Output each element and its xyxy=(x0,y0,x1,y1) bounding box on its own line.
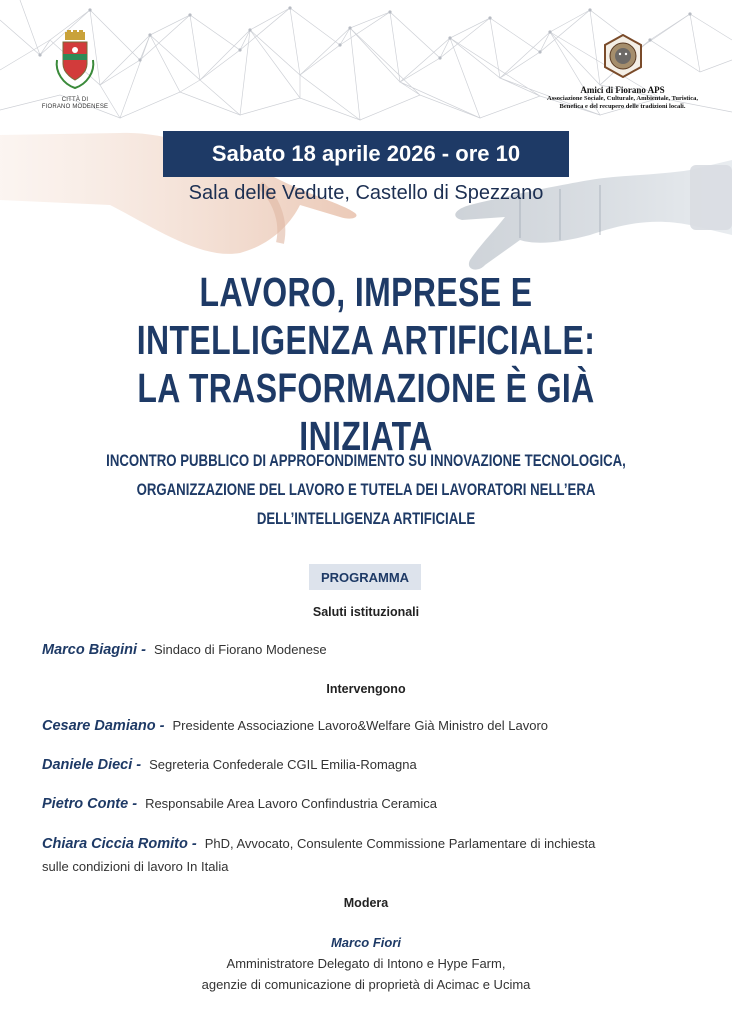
title-line1: LAVORO, IMPRESE E xyxy=(199,269,533,315)
city-name: FIORANO MODENESE xyxy=(41,104,109,110)
greeter-name: Marco Biagini - xyxy=(42,642,146,658)
moderator-heading: Modera xyxy=(343,896,389,910)
association-description-line1: Associazione Sociale, Culturale, Ambientale, Turistica, xyxy=(547,95,698,102)
speaker-entry xyxy=(42,796,437,812)
event-venue: Sala delle Vedute, Castello di Spezzano xyxy=(188,182,544,204)
event-date-banner: Sabato 18 aprile 2026 - ore 10 xyxy=(163,131,569,177)
speaker-name: Pietro Conte - xyxy=(42,796,138,812)
speakers-heading: Intervengono xyxy=(326,682,406,696)
speaker-role: Segreteria Confederale CGIL Emilia-Romagna xyxy=(149,757,417,772)
association-name: Amici di Fiorano APS xyxy=(580,85,665,95)
crest-icon xyxy=(53,30,97,92)
speaker-name: Cesare Damiano - xyxy=(42,718,165,734)
association-logo xyxy=(535,34,710,111)
speaker-role-continued: sulle condizioni di lavoro In Italia xyxy=(42,859,229,874)
greeter-role: Sindaco di Fiorano Modenese xyxy=(153,642,327,657)
association-seal-icon xyxy=(601,34,645,78)
event-title xyxy=(96,268,636,460)
speaker-name: Chiara Ciccia Romito - xyxy=(42,836,197,852)
greeter-entry xyxy=(42,642,327,658)
moderator-entry xyxy=(0,932,732,995)
city-label: CITTÀ DI xyxy=(61,97,89,103)
event-subtitle xyxy=(89,447,643,534)
subtitle-line3: DELL’INTELLIGENZA ARTIFICIALE xyxy=(256,510,476,528)
subtitle-line2: ORGANIZZAZIONE DEL LAVORO E TUTELA DEI LAVORATORI NELL’ERA xyxy=(136,481,596,499)
moderator-role-line1: Amministratore Delegato di Intono e Hype Farm, xyxy=(226,956,506,971)
greetings-heading: Saluti istituzionali xyxy=(312,605,420,619)
moderator-role-line2: agenzie di comunicazione di proprietà di Acimac e Ucima xyxy=(201,977,531,992)
speaker-entry xyxy=(42,757,417,773)
speaker-role: Presidente Associazione Lavoro&Welfare Già Ministro del Lavoro xyxy=(172,718,549,733)
subtitle-line1: INCONTRO PUBBLICO DI APPROFONDIMENTO SU INNOVAZIONE TECNOLOGICA, xyxy=(106,452,626,470)
association-description-line2: Benefica e del recupero delle tradizioni locali. xyxy=(559,103,686,110)
moderator-name: Marco Fiori xyxy=(330,935,402,950)
speaker-name: Daniele Dieci - xyxy=(42,757,142,773)
speaker-role: PhD, Avvocato, Consulente Commissione Parlamentare di inchiesta xyxy=(204,836,596,851)
city-logo xyxy=(40,30,110,111)
title-line3: LA TRASFORMAZIONE È GIÀ INIZIATA xyxy=(137,365,595,459)
speaker-entry xyxy=(42,718,548,734)
speaker-role: Responsabile Area Lavoro Confindustria Ceramica xyxy=(145,796,437,811)
title-line2: INTELLIGENZA ARTIFICIALE: xyxy=(136,317,596,363)
speaker-entry xyxy=(42,836,595,874)
program-label: PROGRAMMA xyxy=(309,564,421,590)
